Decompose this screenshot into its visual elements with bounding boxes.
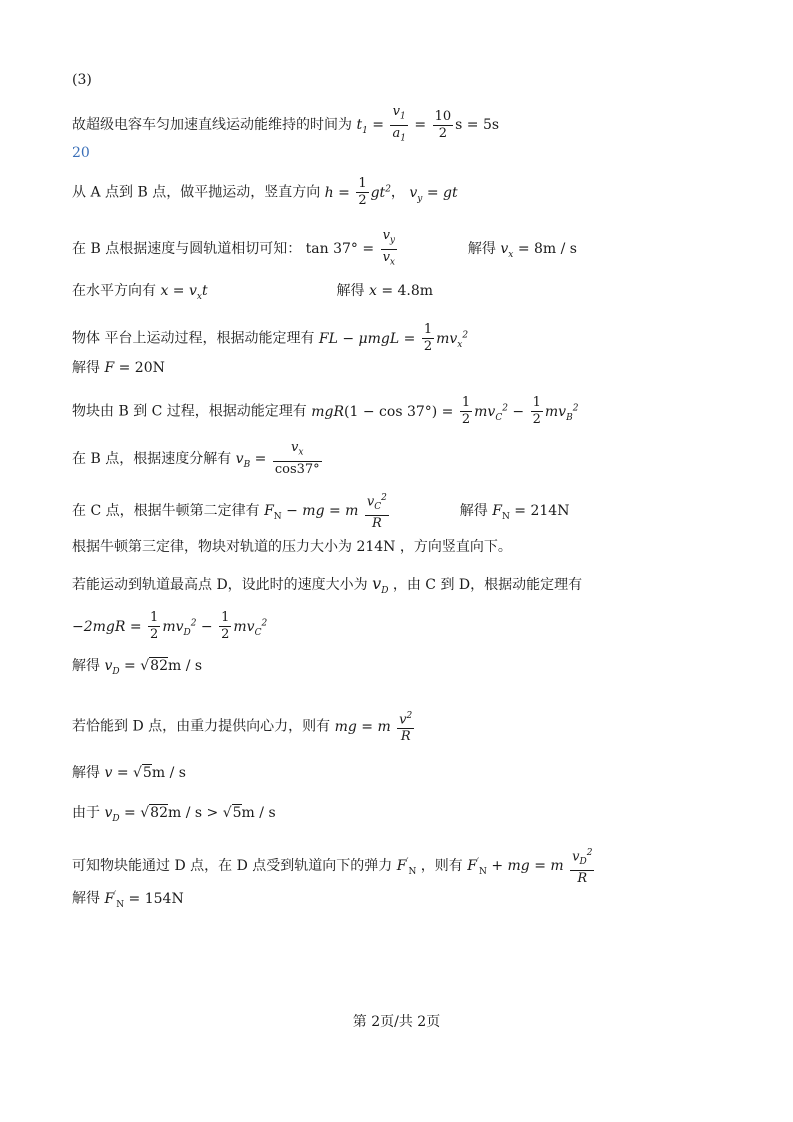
line-tangent: 在 B 点根据速度与圆轨道相切可知： tan 37° = $\frac{v_y}{v_x}$ 解得 $v_x = 8m / s$ [72, 228, 577, 268]
line-velocity-b: 在 B 点，根据速度分解有 $v_B$ = $\frac{v_x}{\cos 37^\circ}$ [72, 440, 324, 478]
inequality: $v_D = √82m / s > √5m / s$ [104, 805, 276, 824]
equation-centripetal: mg = m $\frac{v^2}{R}$ [335, 719, 417, 735]
equation-vb: $v_B$ = $\frac{v_x}{\cos 37^\circ}$ [235, 440, 320, 477]
equation-work-energy: FL − μmgL = $\frac{1}{2}$ $mv_x^2$ [318, 322, 469, 354]
result-fn: $F_N = 214N$ [492, 502, 570, 522]
part-label: (3) [72, 72, 92, 88]
line-final: 解得 $F'_N = 154N$ [72, 890, 184, 910]
equation-vertical: h = $\frac{1}{2}$ $gt^2$ [324, 176, 391, 208]
line-newton-second: 在 C 点，根据牛顿第二定律有 $F_N$ − mg = m $\frac{v_C^2}{R}$ 解得 $F_N = 214N$ [72, 490, 569, 532]
page-footer: 第 2页/共 2页 [352, 1014, 441, 1030]
line-vd-result: 解得 $v_D = √82m / s$ [72, 658, 203, 677]
question-number: 20 [72, 145, 90, 161]
line-just-reach: 若恰能到 D 点，由重力提供向心力，则有 mg = m $\frac{v^2}{R}$ [72, 708, 416, 745]
equation-b-to-c: mgR(1 − cos 37°) = $\frac{1}{2}$ $mv_C^2$ − $\frac{1}{2}$ $mv_B^2$ [311, 395, 579, 427]
equation-time: $t_1$ = $\frac{v_1}{a_1}$ = $\frac{10}{2}$ s = 5s [356, 104, 500, 144]
equation-tan: tan 37° = $\frac{v_y}{v_x}$ [305, 228, 396, 268]
equation-newton-second: $F_N$ − mg = m $\frac{v_C^2}{R}$ [264, 503, 391, 519]
equation-x: $x = v_xt$ [160, 283, 208, 302]
result-vd: $v_D = √82m / s$ [104, 658, 203, 677]
symbol-vd: $v_D$ [372, 574, 389, 597]
line-compare: 由于 $v_D = √82m / s > √5m / s$ [72, 805, 276, 824]
result-fn-prime: $F'_N = 154N$ [104, 890, 184, 910]
equation-vy: $v_y$ = gt [409, 184, 458, 204]
result-vx: $v_x = 8m / s$ [500, 241, 577, 260]
result-v: v = √5m / s [104, 765, 186, 781]
line-newton-third: 根据牛顿第三定律，物块对轨道的压力大小为 214N ，方向竖直向下。 [72, 539, 512, 555]
line-force: 解得 F = 20N [72, 360, 165, 376]
line-v-result: 解得 v = √5m / s [72, 765, 186, 781]
line-work-energy: 物体 平台上运动过程，根据动能定理有 FL − μmgL = $\frac{1}{2}$ $mv_x^2$ [72, 322, 469, 354]
line-top-point: 若能运动到轨道最高点 D，设此时的速度大小为 $v_D$ ，由 C 到 D，根据动能定理有 [72, 574, 583, 597]
line-b-to-c: 物块由 B 到 C 过程，根据动能定理有 mgR(1 − cos 37°) = $\frac{1}{2}$ $mv_C^2$ − $\frac{1}{2}$ $mv_B^2$ [72, 395, 579, 427]
line-horizontal: 在水平方向有 $x = v_xt$ 解得 x = 4.8m [72, 283, 434, 302]
line-projectile: 从 A 点到 B 点，做平抛运动，竖直方向 h = $\frac{1}{2}$ $gt^2$， $v_y$ = gt [72, 176, 458, 208]
line-c-to-d [72, 610, 267, 643]
equation-c-to-d: −2mgR = $\frac{1}{2}$ $mv_D^2$ − $\frac{1}{2}$ $mv_C^2$ [72, 610, 268, 642]
symbol-fn-prime: $F'_N$ [396, 857, 417, 877]
result-force: F = 20N [104, 360, 165, 376]
equation-at-d: $F'_N$ + mg = m $\frac{v_D^2}{R}$ [467, 858, 596, 874]
line-time: 故超级电容车匀加速直线运动能维持的时间为 $t_1$ = $\frac{v_1}{a_1}$ = $\frac{10}{2}$ s = 5s [72, 104, 500, 144]
result-x: x = 4.8m [368, 283, 434, 299]
line-pass-d: 可知物块能通过 D 点，在 D 点受到轨道向下的弹力 $F'_N$ ，则有 $F'_N$ + mg = m $\frac{v_D^2}{R}$ [72, 845, 596, 887]
